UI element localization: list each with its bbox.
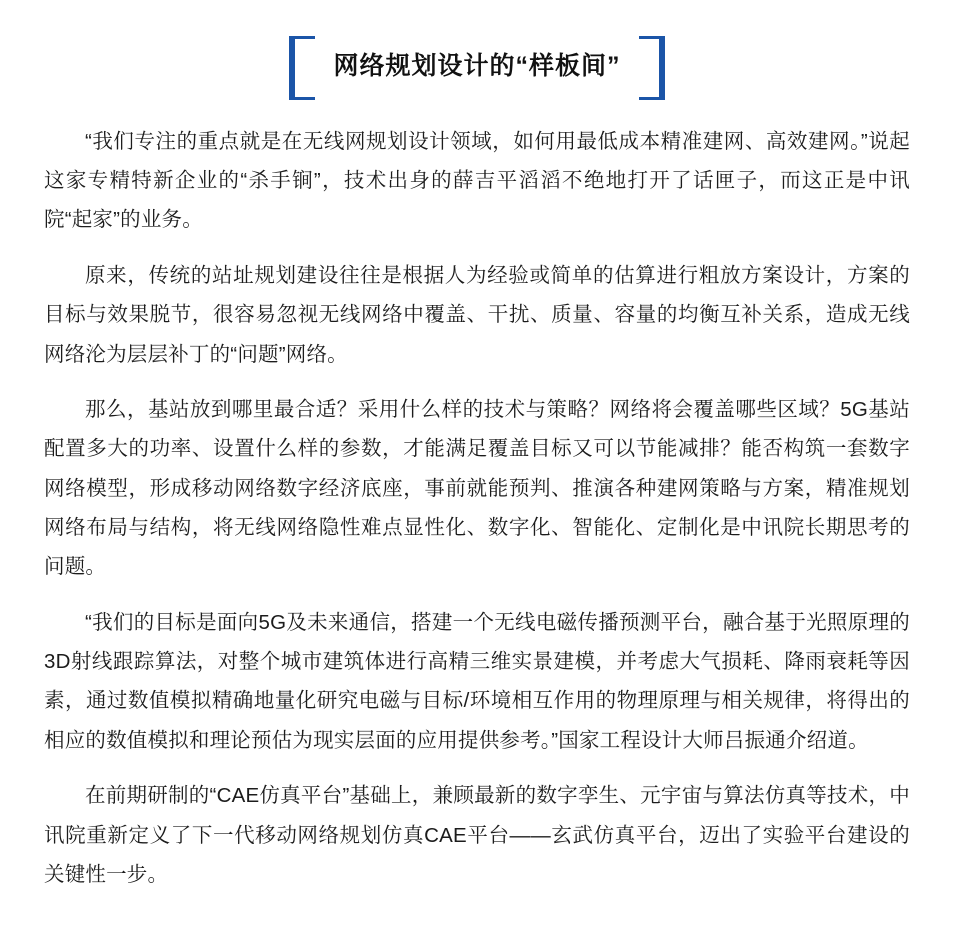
left-bracket-decoration <box>289 36 315 100</box>
article-body <box>0 122 954 950</box>
paragraph: “我们的目标是面向5G及未来通信，搭建一个无线电磁传播预测平台，融合基于光照原理的3D射线跟踪算法，对整个城市建筑体进行高精三维实景建模，并考虑大气损耗、降雨衰耗等因素，通过数值模拟精确地量化研究电磁与目标/环境相互作用的物理原理与相关规律，将得出的相应的数值模拟和理论预估为现实层面的应用提供参考。”国家工程设计大师吕振通介绍道。 <box>44 610 910 752</box>
paragraph: “我们专注的重点就是在无线网规划设计领域，如何用最低成本精准建网、高效建网。”说起这家专精特新企业的“杀手锏”，技术出身的薛吉平滔滔不绝地打开了话匣子，而这正是中讯院“起家”的业务。 <box>44 129 910 232</box>
paragraph: 原来，传统的站址规划建设往往是根据人为经验或简单的估算进行粗放方案设计，方案的目标与效果脱节，很容易忽视无线网络中覆盖、干扰、质量、容量的均衡互补关系，造成无线网络沦为层层补丁的“问题”网络。 <box>44 263 910 366</box>
page-title: 网络规划设计的“样板间” <box>333 52 621 80</box>
heading-frame <box>289 36 664 100</box>
paragraph: 那么，基站放到哪里最合适？采用什么样的技术与策略？网络将会覆盖哪些区域？5G基站配置多大的功率、设置什么样的参数，才能满足覆盖目标又可以节能减排？能否构筑一套数字网络模型，形成移动网络数字经济底座，事前就能预判、推演各种建网策略与方案，精准规划网络布局与结构，将无线网络隐性难点显性化、数字化、智能化、定制化是中讯院长期思考的问题。 <box>44 397 910 579</box>
right-bracket-decoration <box>639 36 665 100</box>
paragraph: 在前期研制的“CAE仿真平台”基础上，兼顾最新的数字孪生、元宇宙与算法仿真等技术，中讯院重新定义了下一代移动网络规划仿真CAE平台——玄武仿真平台，迈出了实验平台建设的关键性一步。 <box>44 784 910 886</box>
heading-container <box>0 0 954 122</box>
